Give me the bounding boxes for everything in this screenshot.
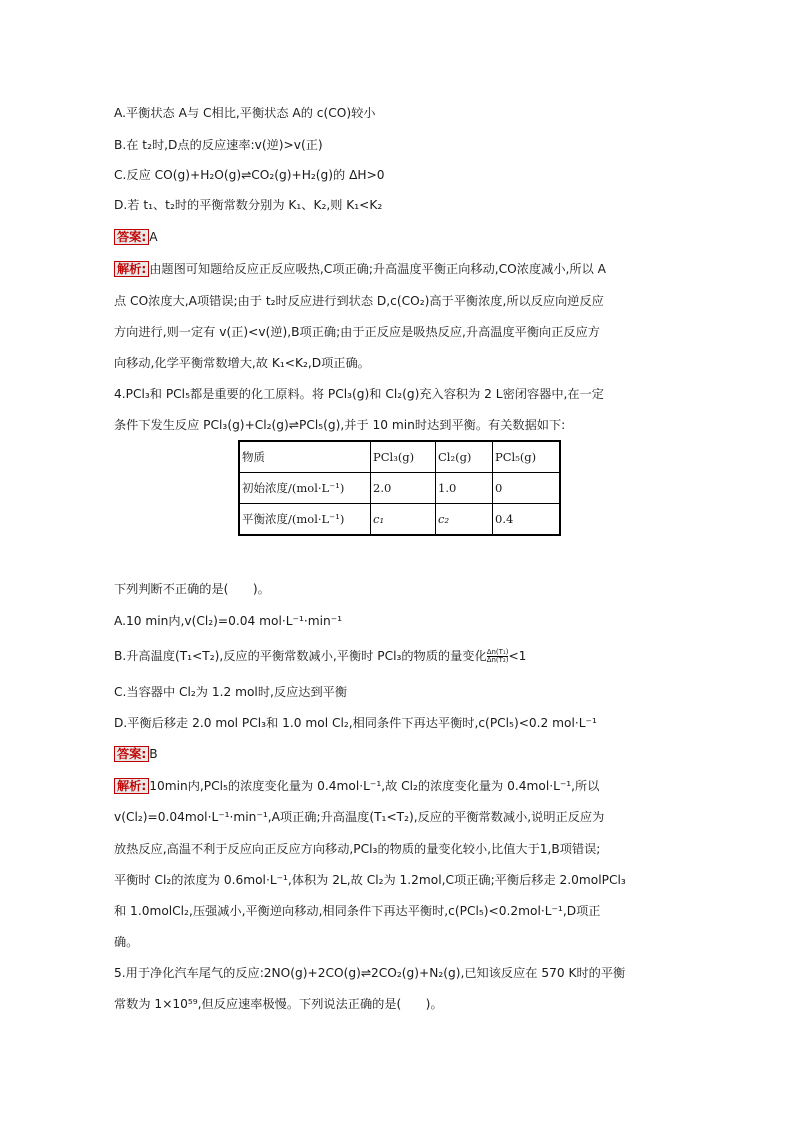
q4-analysis-line-2: v(Cl₂)=0.04mol·L⁻¹·min⁻¹,A项正确;升高温度(T₁<T₂),反应的平衡常数减小,说明正反应为: [114, 810, 605, 824]
q3-option-a: A.平衡状态 A与 C相比,平衡状态 A的 c(CO)较小: [114, 106, 376, 120]
table-row: [239, 504, 560, 536]
q4-analysis-line-1: 解析: 10min内,PCl₅的浓度变化量为 0.4mol·L⁻¹,故 Cl₂的浓度变化量为 0.4mol·L⁻¹,所以: [114, 778, 599, 794]
table-cell: 平衡浓度/(mol·L⁻¹): [239, 504, 371, 536]
q4-stem-line-1: 4.PCl₃和 PCl₅都是重要的化工原料。将 PCl₃(g)和 Cl₂(g)充入容积为 2 L密闭容器中,在一定: [114, 387, 604, 401]
analysis-label: 解析:: [114, 778, 149, 794]
table-cell: 1.0: [436, 473, 493, 504]
table-cell: 初始浓度/(mol·L⁻¹): [239, 473, 371, 504]
q3-analysis-line-1: 解析: 由题图可知题给反应正反应吸热,C项正确;升高温度平衡正向移动,CO浓度减小,所以 A: [114, 261, 606, 277]
q4-analysis-line-5: 和 1.0molCl₂,压强减小,平衡逆向移动,相同条件下再达平衡时,c(PCl₅)<0.2mol·L⁻¹,D项正: [114, 904, 601, 918]
q3-answer: A: [149, 230, 158, 244]
table-cell: 0.4: [493, 504, 561, 536]
q3-analysis-line-2: 点 CO浓度大,A项错误;由于 t₂时反应进行到状态 D,c(CO₂)高于平衡浓度,所以反应向逆反应: [114, 294, 604, 308]
q3-option-c: C.反应 CO(g)+H₂O(g)⇌CO₂(g)+H₂(g)的 ΔH>0: [114, 168, 385, 182]
q4-option-d: D.平衡后移走 2.0 mol PCl₃和 1.0 mol Cl₂,相同条件下再达平衡时,c(PCl₅)<0.2 mol·L⁻¹: [114, 716, 597, 730]
q5-stem-line-1: 5.用于净化汽车尾气的反应:2NO(g)+2CO(g)⇌2CO₂(g)+N₂(g),已知该反应在 570 K时的平衡: [114, 966, 626, 980]
table-cell: 0: [493, 473, 561, 504]
q4-option-b: B.升高温度(T₁<T₂),反应的平衡常数减小,平衡时 PCl₃的物质的量变化 $\frac{\text{Δn(T₁)}}{\text{Δn(T₂)}}$ <1: [114, 648, 527, 664]
q3-answer-line: [114, 229, 158, 245]
table-cell: c₁: [371, 504, 436, 536]
q4-option-a: A.10 min内,v(Cl₂)=0.04 mol·L⁻¹·min⁻¹: [114, 614, 343, 628]
table-header-cell: PCl₃(g): [371, 441, 436, 473]
table-header-cell: 物质: [239, 441, 371, 473]
q4-analysis-line-3: 放热反应,高温不利于反应向正反应方向移动,PCl₃的物质的量变化较小,比值大于1,B项错误;: [114, 842, 601, 856]
table-cell: c₂: [436, 504, 493, 536]
q3-option-d: D.若 t₁、t₂时的平衡常数分别为 K₁、K₂,则 K₁<K₂: [114, 198, 383, 212]
fraction: $\frac{\text{Δn(T₁)}}{\text{Δn(T₂)}}$: [486, 648, 509, 664]
table-header-cell: Cl₂(g): [436, 441, 493, 473]
q4-option-c: C.当容器中 Cl₂为 1.2 mol时,反应达到平衡: [114, 685, 348, 699]
table-header-row: [239, 441, 560, 473]
q4-question: 下列判断不正确的是( )。: [114, 582, 270, 596]
q3-option-b: B.在 t₂时,D点的反应速率:v(逆)>v(正): [114, 138, 323, 152]
q3-analysis-line-4: 向移动,化学平衡常数增大,故 K₁<K₂,D项正确。: [114, 356, 370, 370]
answer-label: 答案:: [114, 229, 149, 245]
analysis-label: 解析:: [114, 261, 149, 277]
q4-stem-line-2: 条件下发生反应 PCl₃(g)+Cl₂(g)⇌PCl₅(g),并于 10 min时达到平衡。有关数据如下:: [114, 418, 566, 432]
q4-analysis-line-4: 平衡时 Cl₂的浓度为 0.6mol·L⁻¹,体积为 2L,故 Cl₂为 1.2mol,C项正确;平衡后移走 2.0molPCl₃: [114, 873, 626, 887]
q5-stem-line-2: 常数为 1×10⁵⁹,但反应速率极慢。下列说法正确的是( )。: [114, 997, 443, 1011]
q4-data-table: [238, 440, 561, 536]
q4-analysis-line-6: 确。: [114, 935, 139, 949]
q4-answer: B: [149, 747, 158, 761]
q3-analysis-line-3: 方向进行,则一定有 v(正)<v(逆),B项正确;由于正反应是吸热反应,升高温度平衡向正反应方: [114, 325, 600, 339]
table-cell: 2.0: [371, 473, 436, 504]
table-header-cell: PCl₅(g): [493, 441, 561, 473]
q4-answer-line: [114, 746, 158, 762]
table-row: [239, 473, 560, 504]
answer-label: 答案:: [114, 746, 149, 762]
